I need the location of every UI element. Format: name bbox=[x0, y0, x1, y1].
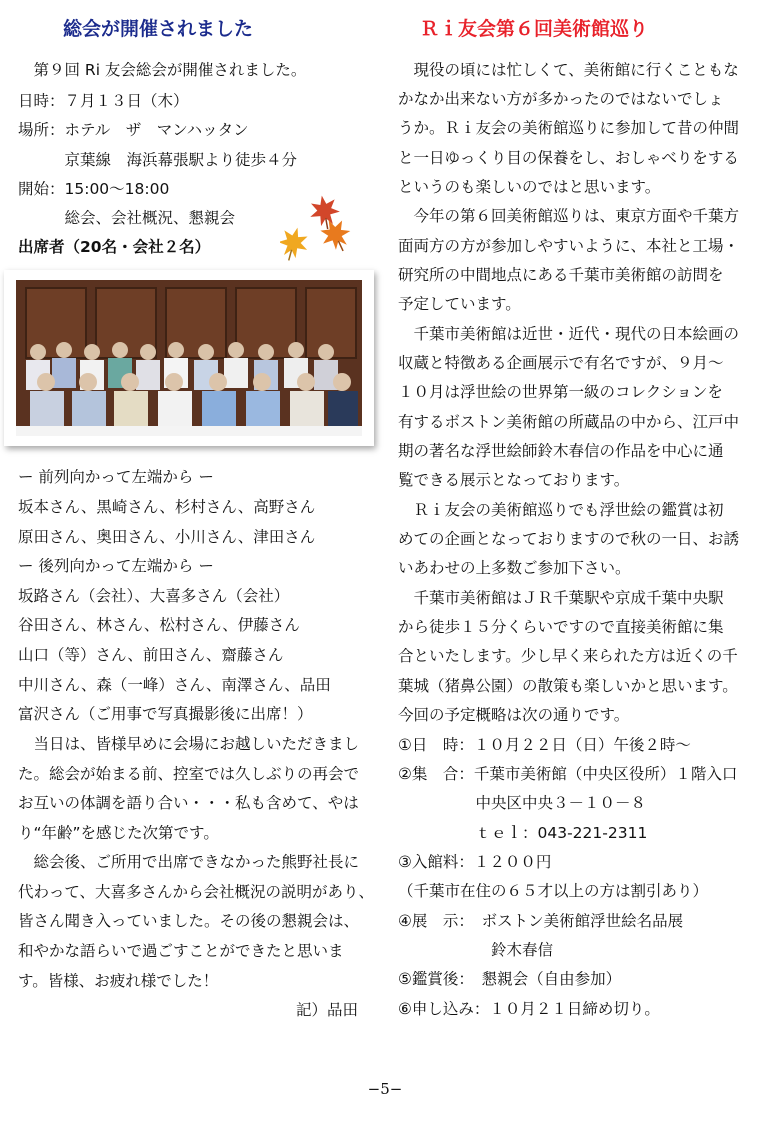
left-text-line: ー 前列向かって左端から ー bbox=[18, 468, 214, 486]
schedule-date: ①日 時：１０月２２日（日）午後２時〜 bbox=[398, 736, 691, 754]
schedule-tel: ｔｅｌ：043-221-2311 bbox=[398, 824, 648, 842]
right-text-line: というのも楽しいのではと思います。 bbox=[398, 178, 661, 196]
schedule-artist: 鈴木春信 bbox=[398, 941, 554, 959]
group-photo-image bbox=[16, 280, 362, 436]
left-text-line: た。総会が始まる前、控室では久しぶりの再会で bbox=[18, 765, 360, 783]
left-text-line: 京葉線 海浜幕張駅より徒歩４分 bbox=[18, 151, 298, 169]
right-text-line: 千葉市美術館は近世・近代・現代の日本絵画の bbox=[398, 325, 740, 343]
left-text-line: す。皆様、お疲れ様でした！ bbox=[18, 972, 219, 990]
right-text-line: 覧できる展示となっております。 bbox=[398, 471, 630, 489]
group-photo bbox=[16, 280, 362, 436]
schedule-exhibition: ④展 示： ボストン美術館浮世絵名品展 bbox=[398, 912, 684, 930]
schedule-deadline: ⑥申し込み：１０月２１日締め切り。 bbox=[398, 1000, 660, 1018]
attendees-label: 出席者（20名・会社２名） bbox=[18, 238, 211, 256]
schedule-after: ⑤鑑賞後： 懇親会（自由参加） bbox=[398, 970, 622, 988]
right-text-line: 収蔵と特徴ある企画展示で有名ですが、９月〜 bbox=[398, 354, 724, 372]
left-text-line: 富沢さん（ご用事で写真撮影後に出席！） bbox=[18, 705, 313, 723]
right-text-line: 合といたします。少し早く来られた方は近くの千 bbox=[398, 647, 738, 665]
right-text-line: 今年の第６回美術館巡りは、東京方面や千葉方 bbox=[398, 207, 740, 225]
schedule-address: 中央区中央３－１０－８ bbox=[398, 794, 647, 812]
left-text-line: 場所：ホテル ザ マンハッタン bbox=[18, 121, 249, 139]
signature: 記）品田 bbox=[296, 1001, 359, 1019]
left-text-line: 中川さん、森（一峰）さん、南澤さん、品田 bbox=[18, 676, 331, 694]
right-text-line: かなか出来ない方が多かったのではないでしょ bbox=[398, 90, 724, 108]
right-text-line: と一日ゆっくり目の保養をし、おしゃべりをする bbox=[398, 149, 739, 167]
left-text-line: ー 後列向かって左端から ー bbox=[18, 557, 214, 575]
right-text-line: 期の著名な浮世絵師鈴木春信の作品を中心に通 bbox=[398, 442, 724, 460]
right-text-line: いあわせの上多数ご参加下さい。 bbox=[398, 559, 631, 577]
right-text-line: Ｒｉ友会の美術館巡りでも浮世絵の鑑賞は初 bbox=[398, 501, 724, 519]
left-text-line: 坂本さん、黒崎さん、杉村さん、高野さん bbox=[18, 498, 316, 516]
left-text-line: 当日は、皆様早めに会場にお越しいただきまし bbox=[18, 735, 360, 753]
schedule-meeting: ②集 合：千葉市美術館（中央区役所）１階入口 bbox=[398, 765, 738, 783]
right-text-line: 今回の予定概略は次の通りです。 bbox=[398, 706, 630, 724]
left-text-line: 坂路さん（会社）、大喜多さん（会社） bbox=[18, 587, 290, 605]
right-text-line: 葉城（猪鼻公園）の散策も楽しいかと思います。 bbox=[398, 677, 738, 695]
left-text-line: 原田さん、奥田さん、小川さん、津田さん bbox=[18, 528, 316, 546]
right-text-line: 研究所の中間地点にある千葉市美術館の訪問を bbox=[398, 266, 724, 284]
left-text-line: り“年齢”を感じた次第です。 bbox=[18, 824, 219, 842]
left-text-line: 山口（等）さん、前田さん、齋藤さん bbox=[18, 646, 284, 664]
left-text-line: 第９回 Ri 友会総会が開催されました。 bbox=[18, 61, 307, 79]
right-text-line: 予定しています。 bbox=[398, 295, 521, 313]
page-number: −5− bbox=[367, 1080, 403, 1098]
right-text-line: めての企画となっておりますので秋の一日、お誘 bbox=[398, 530, 740, 548]
left-text-line: 総会後、ご所用で出席できなかった熊野社長に bbox=[18, 853, 360, 871]
left-text-line: 代わって、大喜多さんから会社概況の説明があり、 bbox=[18, 883, 375, 901]
right-article-title: Ｒｉ友会第６回美術館巡り bbox=[420, 18, 649, 40]
right-text-line: 現役の頃には忙しくて、美術館に行くこともな bbox=[398, 61, 739, 79]
schedule-discount: （千葉市在住の６５才以上の方は割引あり） bbox=[398, 882, 709, 900]
right-text-line: 面両方の方が参加しやすいように、本社と工場・ bbox=[398, 237, 740, 255]
right-text-line: 有するボストン美術館の所蔵品の中から、江戸中 bbox=[398, 413, 740, 431]
maple-leaves-illustration bbox=[280, 190, 355, 265]
right-text-line: 千葉市美術館はＪＲ千葉駅や京成千葉中央駅 bbox=[398, 589, 724, 607]
left-text-line: 皆さん聞き入っていました。その後の懇親会は、 bbox=[18, 912, 360, 930]
right-text-line: うか。Ｒｉ友会の美術館巡りに参加して昔の仲間 bbox=[398, 119, 740, 137]
left-text-line: 総会、会社概況、懇親会 bbox=[18, 209, 236, 227]
left-text-line: 開始：15:00〜18:00 bbox=[18, 180, 170, 198]
group-photo-frame bbox=[4, 270, 374, 446]
schedule-fee: ③入館料：１２００円 bbox=[398, 853, 552, 871]
left-text-line: 日時：７月１３日（木） bbox=[18, 92, 189, 110]
left-text-line: 和やかな語らいで過ごすことができたと思いま bbox=[18, 942, 344, 960]
left-text-line: お互いの体調を語り合い・・・私も含めて、やは bbox=[18, 794, 359, 812]
right-text-line: から徒歩１５分くらいですので直接美術館に集 bbox=[398, 618, 724, 636]
right-text-line: １０月は浮世絵の世界第一級のコレクションを bbox=[398, 383, 723, 401]
left-text-line: 谷田さん、林さん、松村さん、伊藤さん bbox=[18, 616, 300, 634]
left-article-title: 総会が開催されました bbox=[63, 18, 254, 40]
